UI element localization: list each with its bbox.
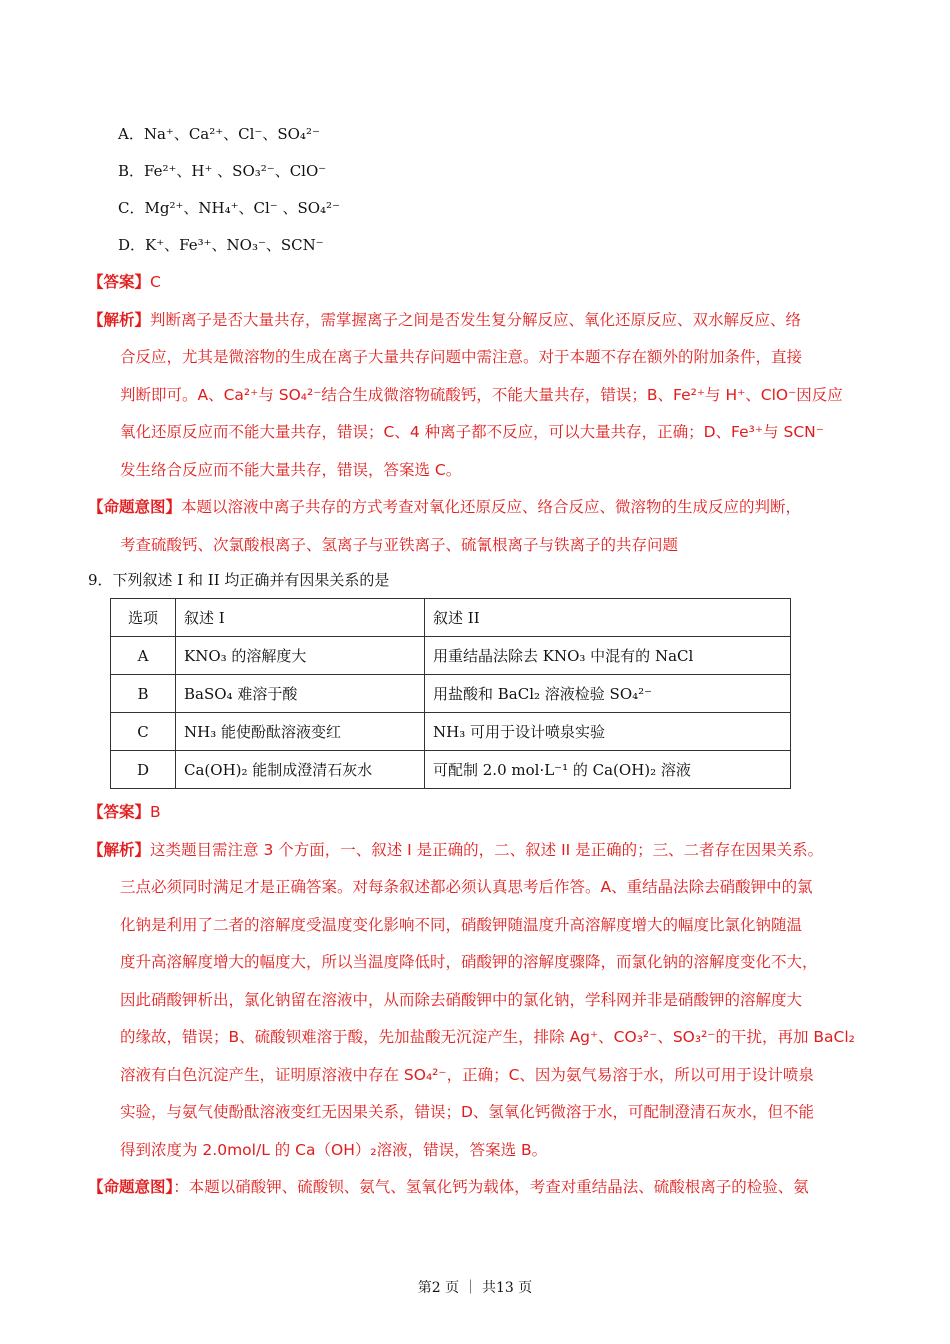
- q9-analysis-line: 度升高溶解度增大的幅度大，所以当温度降低时，硝酸钾的溶解度骤降，而氯化钠的溶解度变化不大，: [120, 953, 818, 971]
- table-cell: Ca(OH)₂ 能制成澄清石灰水: [176, 751, 425, 789]
- q9-analysis-line: 溶液有白色沉淀产生，证明原溶液中存在 SO₄²⁻，正确；C、因为氨气易溶于水，所以可用于设计喷泉: [120, 1065, 814, 1084]
- q9-table: [110, 598, 791, 789]
- table-cell: C: [111, 713, 176, 751]
- option-d: D．K⁺、Fe³⁺、NO₃⁻、SCN⁻: [118, 236, 324, 254]
- q8-analysis-label: 【解析】: [88, 310, 151, 329]
- q9-analysis-line: 化钠是利用了二者的溶解度受温度变化影响不同，硝酸钾随温度升高溶解度增大的幅度比氯化钠随温: [120, 915, 803, 934]
- option-a: A．Na⁺、Ca²⁺、Cl⁻、SO₄²⁻: [118, 125, 320, 143]
- table-cell: KNO₃ 的溶解度大: [176, 637, 425, 675]
- q8-intent-line: 考查硫酸钙、次氯酸根离子、氢离子与亚铁离子、硫氰根离子与铁离子的共存问题: [120, 535, 679, 554]
- page-footer: 第2 页 ｜ 共13 页: [417, 1280, 533, 1296]
- table-cell: 可配制 2.0 mol·L⁻¹ 的 Ca(OH)₂ 溶液: [425, 751, 791, 789]
- q9-analysis-label: 【解析】: [88, 840, 151, 859]
- q8-analysis-line: 氧化还原反应而不能大量共存，错误；C、4 种离子都不反应，可以大量共存，正确；D、Fe³⁺与 SCN⁻: [120, 423, 824, 441]
- option-b: B．Fe²⁺、H⁺ 、SO₃²⁻、ClO⁻: [118, 162, 327, 180]
- q8-intent-label: 【命题意图】: [88, 498, 182, 516]
- table-header-cell: 叙述 I: [176, 599, 425, 637]
- question-9: 9．下列叙述 I 和 II 均正确并有因果关系的是: [88, 571, 390, 589]
- q9-analysis-line: 这类题目需注意 3 个方面，一、叙述 I 是正确的，二、叙述 II 是正确的；三、二者存在因果关系。: [150, 840, 824, 859]
- q9-intent-text: ：本题以硝酸钾、硫酸钡、氨气、氢氧化钙为载体，考查对重结晶法、硫酸根离子的检验、氨: [173, 1178, 809, 1196]
- q9-answer: B: [150, 803, 161, 821]
- q8-intent-line: 本题以溶液中离子共存的方式考查对氧化还原反应、络合反应、微溶物的生成反应的判断，: [181, 498, 802, 516]
- q8-analysis-line: 判断即可。A、Ca²⁺与 SO₄²⁻结合生成微溶物硫酸钙，不能大量共存，错误；B、Fe²⁺与 H⁺、ClO⁻因反应: [120, 385, 843, 404]
- q9-answer-label: 【答案】: [88, 803, 151, 821]
- q8-answer-block: [88, 264, 878, 564]
- q8-analysis-line: 判断离子是否大量共存，需掌握离子之间是否发生复分解反应、氧化还原反应、双水解反应、络: [150, 310, 802, 329]
- table-cell: 用盐酸和 BaCl₂ 溶液检验 SO₄²⁻: [425, 675, 791, 713]
- table-cell: BaSO₄ 难溶于酸: [176, 675, 425, 713]
- q9-analysis-line: 的缘故，错误；B、硫酸钡难溶于酸，先加盐酸无沉淀产生，排除 Ag⁺、CO₃²⁻、SO₃²⁻的干扰，再加 BaCl₂: [120, 1028, 855, 1046]
- option-c: C．Mg²⁺、NH₄⁺、Cl⁻ 、SO₄²⁻: [118, 199, 340, 217]
- table-cell: D: [111, 751, 176, 789]
- q9-analysis-line: 因此硝酸钾析出，氯化钠留在溶液中，从而除去硝酸钾中的氯化钠，学科网并非是硝酸钾的溶解度大: [120, 990, 803, 1009]
- table-cell: 用重结晶法除去 KNO₃ 中混有的 NaCl: [425, 637, 791, 675]
- table-row: [111, 713, 791, 751]
- q9-analysis-line: 实验，与氨气使酚酞溶液变红无因果关系，错误；D、氢氧化钙微溶于水，可配制澄清石灰水，但不能: [120, 1103, 814, 1121]
- table-cell: A: [111, 637, 176, 675]
- table-row: [111, 675, 791, 713]
- q9-answer-block: [88, 794, 878, 1207]
- table-row: [111, 751, 791, 789]
- q9-analysis-line: 三点必须同时满足才是正确答案。对每条叙述都必须认真思考后作答。A、重结晶法除去硝酸钾中的氯: [120, 878, 813, 896]
- table-header-cell: 选项: [111, 599, 176, 637]
- table-row: [111, 637, 791, 675]
- table-cell: NH₃ 能使酚酞溶液变红: [176, 713, 425, 751]
- q8-answer-label: 【答案】: [88, 273, 151, 291]
- q8-analysis-line: 发生络合反应而不能大量共存，错误，答案选 C。: [120, 460, 462, 479]
- table-header-cell: 叙述 II: [425, 599, 791, 637]
- q8-analysis-line: 合反应，尤其是微溶物的生成在离子大量共存问题中需注意。对于本题不存在额外的附加条件，直接: [120, 348, 803, 366]
- table-cell: B: [111, 675, 176, 713]
- q9-intent-label: 【命题意图】: [88, 1178, 174, 1196]
- table-cell: NH₃ 可用于设计喷泉实验: [425, 713, 791, 751]
- table-header-row: [111, 599, 791, 637]
- q9-analysis-line: 得到浓度为 2.0mol/L 的 Ca（OH）₂溶液，错误，答案选 B。: [120, 1140, 548, 1159]
- q8-answer: C: [150, 273, 161, 291]
